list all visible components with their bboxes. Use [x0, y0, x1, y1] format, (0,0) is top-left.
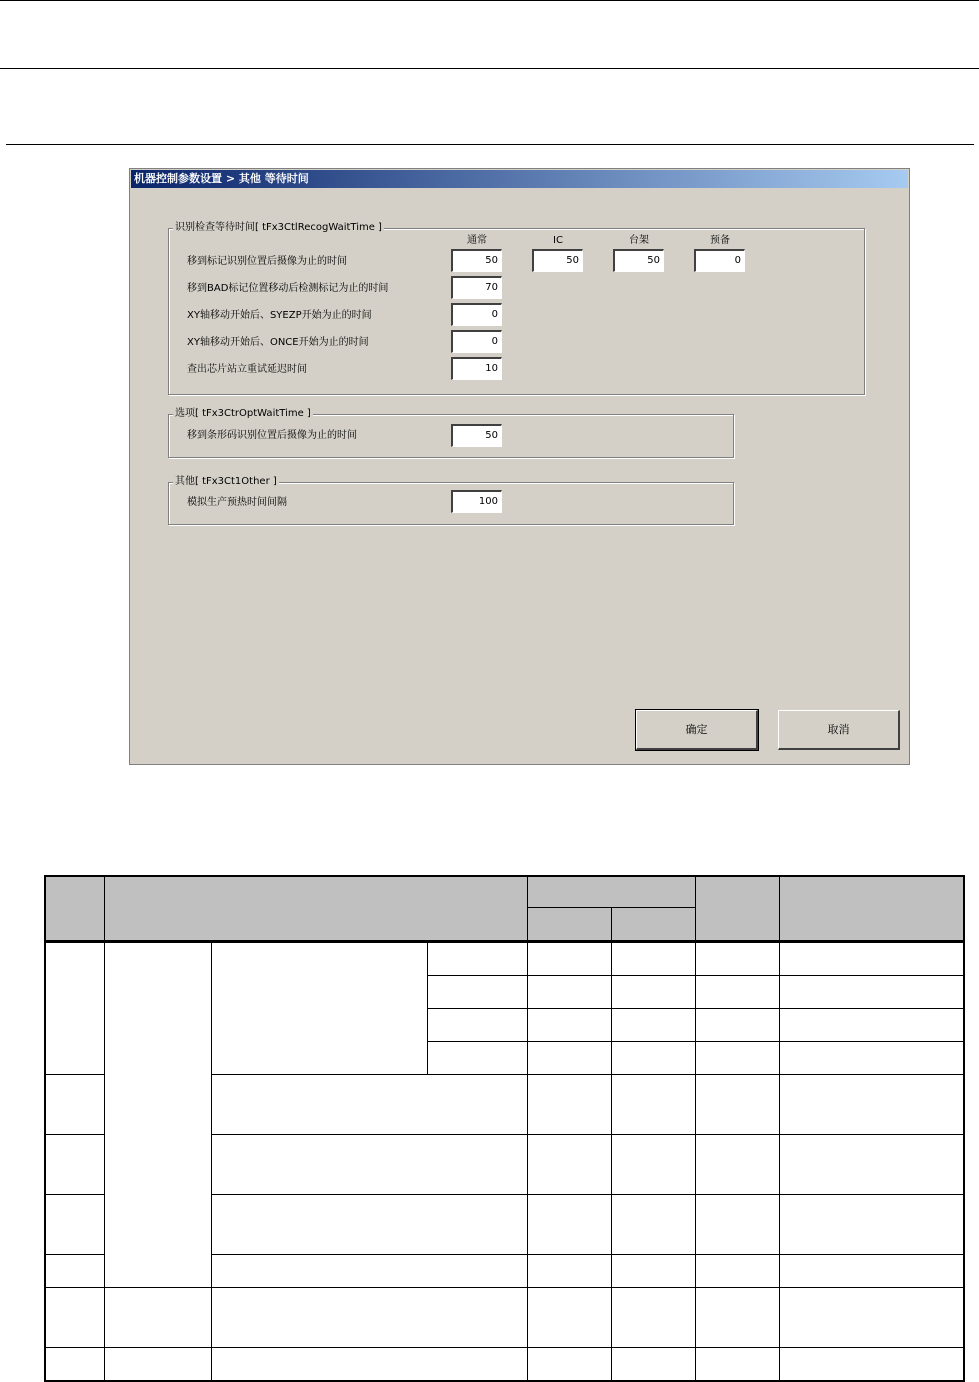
- table-cell: [696, 941, 780, 976]
- table-cell: [612, 1009, 696, 1042]
- column-header-normal: 通常: [467, 235, 487, 246]
- table-cell: [528, 1255, 612, 1288]
- other-group-title: 其他[ tFx3Ct1Other ]: [175, 476, 277, 487]
- table-cell: [428, 1042, 528, 1075]
- table-header-cell: [780, 875, 965, 941]
- table-cell: [780, 976, 965, 1009]
- table-cell: [44, 1348, 105, 1382]
- table-cell: [528, 1348, 612, 1382]
- table-cell: [528, 1195, 612, 1255]
- recog-normal-input[interactable]: 50: [451, 249, 502, 272]
- table-header-cell: [528, 908, 612, 941]
- section-rule: [6, 144, 974, 145]
- table-cell: [612, 1135, 696, 1195]
- table-cell: [696, 1075, 780, 1135]
- table-cell: [780, 1195, 965, 1255]
- table-cell: [44, 1075, 105, 1135]
- header-rule: [0, 68, 979, 69]
- cancel-button[interactable]: 取消: [778, 710, 900, 750]
- table-header-cell: [105, 875, 528, 941]
- ok-button[interactable]: 确定: [636, 710, 758, 750]
- table-cell: [428, 976, 528, 1009]
- table-header-separator: [44, 941, 965, 943]
- chip-standing-input[interactable]: 10: [451, 357, 502, 380]
- dialog-title: 机器控制参数设置 > 其他 等待时间: [131, 170, 908, 188]
- table-cell: [528, 1288, 612, 1348]
- table-cell: [696, 1009, 780, 1042]
- table-cell: [212, 1075, 528, 1135]
- table-cell: [212, 1255, 528, 1288]
- recog-stand-input[interactable]: 50: [613, 249, 664, 272]
- table-cell: [528, 1075, 612, 1135]
- table-cell: [696, 1348, 780, 1382]
- table-cell: [696, 1288, 780, 1348]
- option-group-title: 选项[ tFx3CtrOptWaitTime ]: [175, 408, 311, 419]
- table-cell: [780, 941, 965, 976]
- table-cell: [612, 1042, 696, 1075]
- table-cell: [428, 1009, 528, 1042]
- table-cell: [612, 1195, 696, 1255]
- chip-standing-row-label: 查出芯片站立重试延迟时间: [187, 364, 307, 375]
- table-cell: [212, 1195, 528, 1255]
- table-header-cell: [696, 875, 780, 941]
- table-cell: [612, 1288, 696, 1348]
- table-cell: [212, 1348, 528, 1382]
- syezp-row-label: XY轴移动开始后、SYEZP开始为止的时间: [187, 310, 372, 321]
- table-header-cell: [528, 875, 696, 908]
- table-cell: [696, 1135, 780, 1195]
- table-cell: [612, 1255, 696, 1288]
- table-cell: [528, 976, 612, 1009]
- table-cell: [44, 1195, 105, 1255]
- table-cell: [105, 1348, 212, 1382]
- table-cell: [612, 941, 696, 976]
- table-cell: [212, 941, 428, 1075]
- table-cell: [105, 1288, 212, 1348]
- top-rule: [0, 0, 979, 1]
- recog-ic-input[interactable]: 50: [532, 249, 583, 272]
- table-cell: [528, 1009, 612, 1042]
- warmup-row-label: 模拟生产预热时间间隔: [187, 497, 287, 508]
- table-cell: [780, 1075, 965, 1135]
- barcode-row-label: 移到条形码识别位置后摄像为止的时间: [187, 430, 357, 441]
- column-header-ic: IC: [553, 235, 563, 246]
- table-cell: [528, 941, 612, 976]
- table-cell: [44, 1135, 105, 1195]
- table-header-cell: [612, 908, 696, 941]
- table-cell: [696, 1042, 780, 1075]
- table-cell: [528, 1135, 612, 1195]
- column-header-stand: 台架: [629, 235, 649, 246]
- table-cell: [780, 1009, 965, 1042]
- table-cell: [780, 1042, 965, 1075]
- table-cell: [528, 1042, 612, 1075]
- table-cell: [212, 1135, 528, 1195]
- recog-reserve-input[interactable]: 0: [694, 249, 745, 272]
- table-header-cell: [44, 875, 105, 941]
- table-cell: [780, 1348, 965, 1382]
- table-cell: [696, 1255, 780, 1288]
- table-cell: [105, 941, 212, 1288]
- table-cell: [44, 1255, 105, 1288]
- table-cell: [612, 976, 696, 1009]
- table-cell: [780, 1288, 965, 1348]
- recog-row-label: 移到标记识别位置后摄像为止的时间: [187, 256, 347, 267]
- table-cell: [212, 1288, 528, 1348]
- column-header-reserve: 预备: [710, 235, 730, 246]
- once-row-label: XY轴移动开始后、ONCE开始为止的时间: [187, 337, 369, 348]
- syezp-input[interactable]: 0: [451, 303, 502, 326]
- table-cell: [780, 1135, 965, 1195]
- bad-mark-row-label: 移到BAD标记位置移动后检测标记为止的时间: [187, 283, 389, 294]
- table-cell: [696, 1195, 780, 1255]
- bad-mark-input[interactable]: 70: [451, 276, 502, 299]
- table-cell: [612, 1348, 696, 1382]
- machine-control-dialog: [129, 168, 910, 765]
- table-cell: [696, 976, 780, 1009]
- warmup-input[interactable]: 100: [451, 490, 502, 513]
- table-cell: [612, 1075, 696, 1135]
- recog-wait-group-title: 识别检查等待时间[ tFx3CtlRecogWaitTime ]: [175, 222, 382, 233]
- table-cell: [44, 1288, 105, 1348]
- table-cell: [44, 941, 105, 1075]
- parameter-table: [44, 875, 965, 1382]
- barcode-input[interactable]: 50: [451, 424, 502, 447]
- table-cell: [428, 941, 528, 976]
- once-input[interactable]: 0: [451, 330, 502, 353]
- table-cell: [780, 1255, 965, 1288]
